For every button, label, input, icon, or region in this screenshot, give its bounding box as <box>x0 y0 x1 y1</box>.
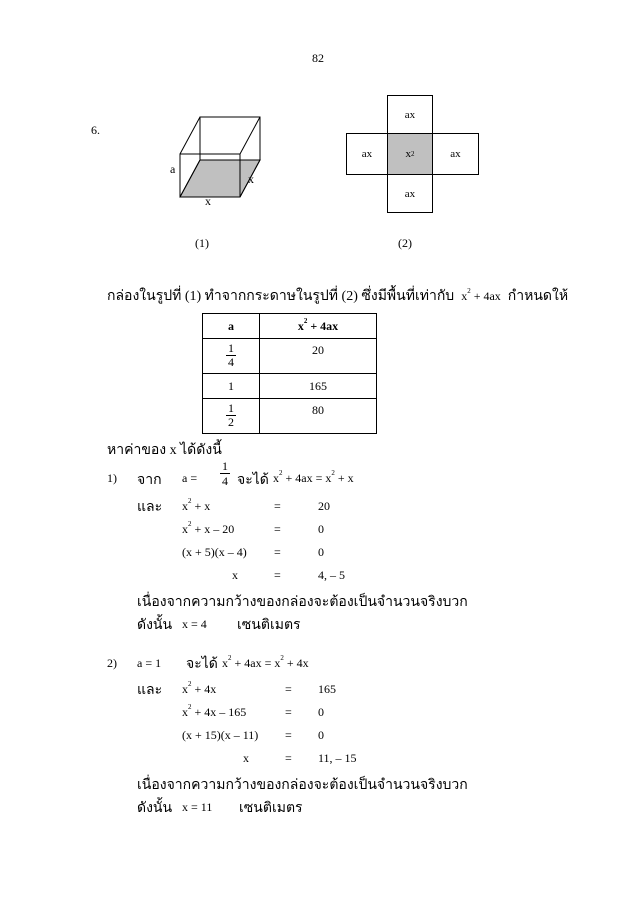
case1-line4-rhs: 4, – 5 <box>318 568 345 582</box>
case1-line1-rhs: 20 <box>318 499 330 513</box>
case2-unit: เซนติเมตร <box>239 801 303 816</box>
case2-line4-lhs: x <box>243 751 249 765</box>
case2-line4-rhs: 11, – 15 <box>318 751 357 765</box>
net-square-center: x 2 <box>387 133 433 175</box>
table-cell-a: $\frac{1}{4}$ <box>203 339 260 374</box>
case1-line4-lhs: x <box>232 568 238 582</box>
case2-and: และ <box>137 683 163 698</box>
case1-line1-lhs: $x^2 + x$ <box>182 497 211 513</box>
case1-note: เนื่องจากความกว้างของกล่องจะต้องเป็นจำนวนจริงบวก <box>137 595 468 610</box>
box-label-a: a <box>170 162 176 176</box>
case2-line3-eq: = <box>285 728 292 742</box>
case2-get: จะได้ <box>186 657 218 672</box>
case2-conclusion: ดังนั้น <box>137 801 173 816</box>
case1-line2-eq: = <box>274 522 281 536</box>
case2-note: เนื่องจากความกว้างของกล่องจะต้องเป็นจำนวนจริงบวก <box>137 778 468 793</box>
case2-line2-lhs: $x^2 + 4x - 165$ <box>182 703 247 719</box>
table-cell-value: 80 <box>260 399 377 434</box>
box-label-depth-x: x <box>248 172 254 186</box>
case2-answer: x = 11 <box>182 800 213 814</box>
problem-number: 6. <box>91 123 100 137</box>
case1-line4-eq: = <box>274 568 281 582</box>
table-cell-a: 1 <box>203 374 260 399</box>
case2-line4-eq: = <box>285 751 292 765</box>
case2-line2-rhs: 0 <box>318 705 324 719</box>
case2-line2-eq: = <box>285 705 292 719</box>
figure1-caption: (1) <box>195 236 209 250</box>
case1-a-eq: a = <box>182 471 198 485</box>
case1-from: จาก <box>137 473 162 488</box>
case2-a-eq: a = 1 <box>137 656 162 670</box>
box-figure <box>160 105 280 215</box>
case1-line3-lhs: (x + 5)(x – 4) <box>182 545 247 559</box>
table-header-a: a <box>203 314 260 339</box>
case1-equation: $x^2 + 4ax = x^2 + x$ <box>273 469 354 485</box>
case2-line1-eq: = <box>285 682 292 696</box>
case1-line1-eq: = <box>274 499 281 513</box>
table-cell-value: 165 <box>260 374 377 399</box>
table-cell-value: 20 <box>260 339 377 374</box>
case2-line3-lhs: (x + 15)(x – 11) <box>182 728 259 742</box>
box-label-width-x: x <box>205 194 211 208</box>
value-table <box>202 313 377 434</box>
case1-line2-lhs: $x^2 + x - 20$ <box>182 520 235 536</box>
net-square-bottom: ax <box>387 174 433 213</box>
intro-line: กล่องในรูปที่ (1) ทำจากกระดาษในรูปที่ (2) ซึ่งมีพื้นที่เท่ากับ $x^2 + 4ax$ กำหนดให้ <box>107 287 569 304</box>
case1-line3-rhs: 0 <box>318 545 324 559</box>
case2-equation: $x^2 + 4ax = x^2 + 4x$ <box>222 654 309 670</box>
case1-conclusion: ดังนั้น <box>137 618 173 633</box>
page-number: 82 <box>312 51 324 65</box>
case2-line3-rhs: 0 <box>318 728 324 742</box>
case1-label: 1) <box>107 471 117 485</box>
case2-label: 2) <box>107 656 117 670</box>
case1-answer: x = 4 <box>182 617 207 631</box>
case1-line2-rhs: 0 <box>318 522 324 536</box>
case1-get: จะได้ <box>237 473 269 488</box>
case1-unit: เซนติเมตร <box>237 618 301 633</box>
find-text: หาค่าของ x ได้ดังนี้ <box>107 443 222 458</box>
net-square-right: ax <box>432 133 479 175</box>
table-cell-a: $\frac{1}{2}$ <box>203 399 260 434</box>
case2-line1-lhs: $x^2 + 4x$ <box>182 680 217 696</box>
table-header-expr: $x^2 + 4ax$ <box>260 314 377 339</box>
case1-fraction: $\frac{1}{4}$ <box>222 459 228 488</box>
figure2-caption: (2) <box>398 236 412 250</box>
net-square-left: ax <box>346 133 388 175</box>
net-square-top: ax <box>387 95 433 134</box>
case1-and: และ <box>137 500 163 515</box>
case1-line3-eq: = <box>274 545 281 559</box>
case2-line1-rhs: 165 <box>318 682 336 696</box>
